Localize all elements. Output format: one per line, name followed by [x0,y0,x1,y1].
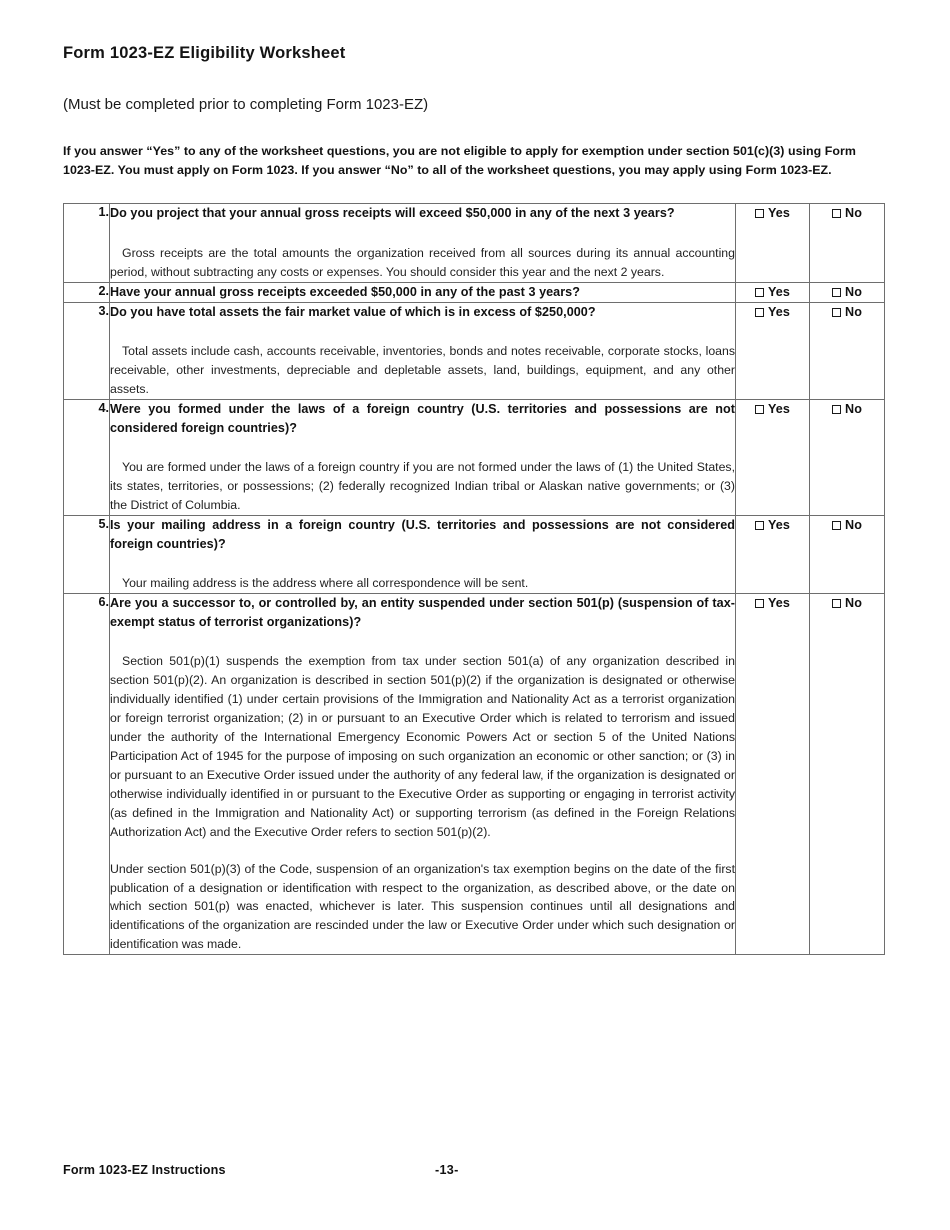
footer-form-name: Form 1023-EZ Instructions [63,1163,226,1177]
question-note: Section 501(p)(1) suspends the exemption from tax under section 501(a) of any organization described in section 501(p)(2). An organization is described in section 501(p)(2) if the organization is designated or otherwise individually identified (1) under certain provisions of the Immigration and Nationality Act as a terrorist organization or foreign terrorist organization; (2) in or pursuant to an Executive Order which is related to terrorism and issued under the authority of the International Emergency Economic Powers Act or section 5 of the United Nations Participation Act of 1945 for the purpose of imposing on such organization an economic or other sanction; or (3) in or pursuant to an Executive Order issued under the authority of any federal law, if the organization is designated or otherwise individually identified in or pursuant to the Executive Order as supporting or engaging in terrorist activity (as defined in the Immigration and Nationality Act) or supporting terrorism (as defined in the Foreign Relations Authorization Act) and the Executive Order refers to section 501(p)(2). [110,654,735,839]
answer-yes-cell[interactable] [736,594,810,955]
question-note: You are formed under the laws of a foreign country if you are not formed under the laws of (1) the United States, its states, territories, or possessions; (2) federally recognized Indian tribal or Alaskan native governments; or (3) the District of Columbia. [110,460,735,513]
intro-paragraph: If you answer “Yes” to any of the worksheet questions, you are not eligible to apply for exemption under section 501(c)(3) using Form 1023-EZ. You must apply on Form 1023. If you answer “No” to all of the worksheet questions, you may apply using Form 1023-EZ. [63,143,856,177]
page-title: Form 1023-EZ Eligibility Worksheet [63,44,346,62]
question-note: Under section 501(p)(3) of the Code, suspension of an organization's tax exemption begins on the date of the first publication of a designation or identification with respect to the organization, as described above, or the date on which section 501(p) was enacted, whichever is later. This suspension continues until all designations and identifications of the organization are rescinded under the law or Executive Order under which such designation or identification was made. [110,861,735,952]
question-text: Do you have total assets the fair market value of which is in excess of $250,000? [110,304,596,319]
no-label: No [845,206,862,221]
table-row [64,399,885,515]
question-cell [110,282,736,302]
no-label: No [845,517,862,532]
no-label: No [845,596,862,611]
yes-checkbox[interactable] [755,209,764,218]
question-text: Are you a successor to, or controlled by, an entity suspended under section 501(p) (suspension of tax-exempt status of terrorist organizations)? [110,596,735,629]
table-row [64,302,885,399]
yes-checkbox[interactable] [755,521,764,530]
question-note: Your mailing address is the address where all correspondence will be sent. [122,576,529,591]
answer-no-cell[interactable] [810,204,885,282]
question-cell [110,399,736,515]
no-checkbox[interactable] [832,599,841,608]
no-label: No [845,284,862,299]
no-checkbox[interactable] [832,521,841,530]
question-cell [110,204,736,282]
table-row [64,515,885,593]
answer-no-cell[interactable] [810,282,885,302]
no-label: No [845,304,862,319]
answer-yes-cell[interactable] [736,399,810,515]
question-note: Gross receipts are the total amounts the organization received from all sources during its annual accounting period, without subtracting any costs or expenses. You should consider this year and the next 2 years. [110,246,735,280]
question-number: 5. [64,515,110,593]
yes-label: Yes [767,304,790,319]
page-subtitle: (Must be completed prior to completing Form 1023-EZ) [63,95,429,113]
answer-yes-cell[interactable] [736,302,810,399]
answer-no-cell[interactable] [810,594,885,955]
question-text: Is your mailing address in a foreign country (U.S. territories and possessions are not considered foreign countries)? [110,517,735,551]
yes-label: Yes [767,401,790,416]
no-checkbox[interactable] [832,209,841,218]
answer-no-cell[interactable] [810,302,885,399]
question-cell [110,594,736,955]
eligibility-worksheet-table [63,203,885,955]
answer-yes-cell[interactable] [736,282,810,302]
yes-label: Yes [767,284,790,299]
table-row [64,594,885,955]
question-number: 1. [64,204,110,282]
yes-checkbox[interactable] [755,308,764,317]
question-cell [110,302,736,399]
answer-no-cell[interactable] [810,515,885,593]
question-number: 4. [64,399,110,515]
yes-checkbox[interactable] [755,599,764,608]
yes-checkbox[interactable] [755,288,764,297]
answer-yes-cell[interactable] [736,204,810,282]
page-footer [63,1163,887,1185]
yes-label: Yes [767,517,790,532]
no-checkbox[interactable] [832,405,841,414]
no-checkbox[interactable] [832,308,841,317]
answer-yes-cell[interactable] [736,515,810,593]
question-text: Do you project that your annual gross receipts will exceed $50,000 in any of the next 3 years? [110,206,675,221]
question-number: 6. [64,594,110,955]
question-note: Total assets include cash, accounts receivable, inventories, bonds and notes receivable, corporate stocks, loans receivable, other investments, depreciable and depletable assets, land, buildings, equipment, and any other assets. [110,344,735,397]
question-text: Were you formed under the laws of a foreign country (U.S. territories and possessions are not considered foreign countries)? [110,401,735,435]
yes-checkbox[interactable] [755,405,764,414]
footer-page-number: -13- [435,1163,459,1177]
question-number: 2. [64,282,110,302]
question-text: Have your annual gross receipts exceeded $50,000 in any of the past 3 years? [110,284,580,299]
yes-label: Yes [767,206,790,221]
no-checkbox[interactable] [832,288,841,297]
no-label: No [845,401,862,416]
question-cell [110,515,736,593]
table-row [64,282,885,302]
table-row [64,204,885,282]
answer-no-cell[interactable] [810,399,885,515]
question-number: 3. [64,302,110,399]
yes-label: Yes [767,596,790,611]
